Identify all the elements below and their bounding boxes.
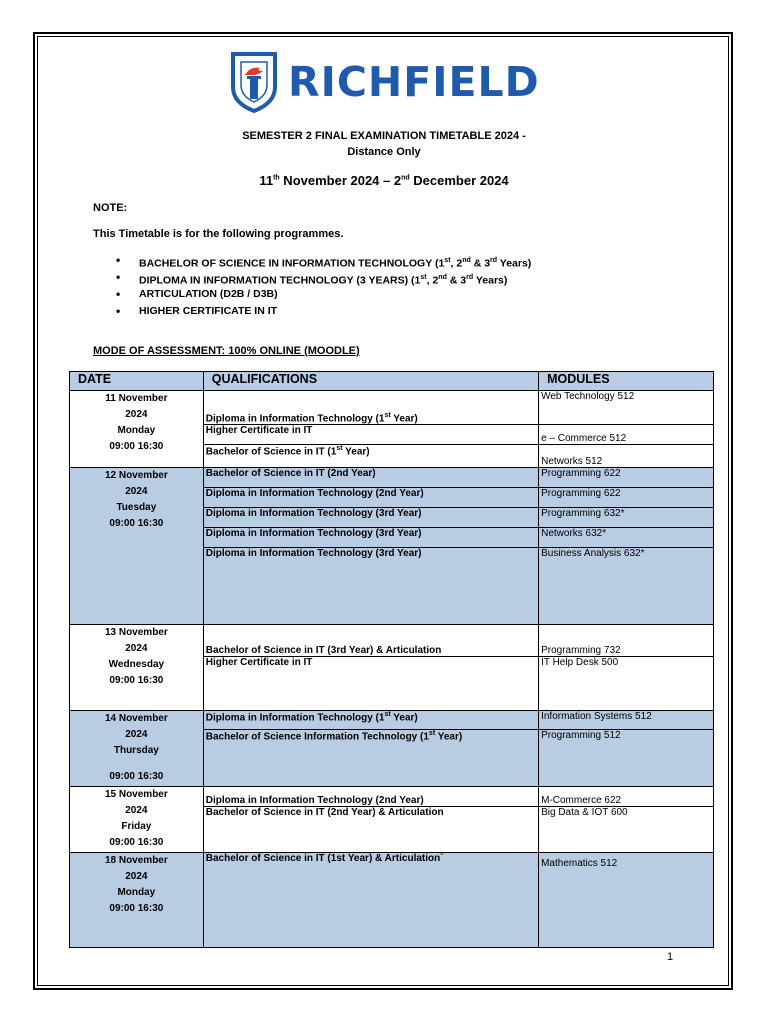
date-cell: 18 November 2024 Monday 09:00 16:30 — [70, 853, 204, 948]
qualification-cell: Higher Certificate in IT — [203, 425, 538, 445]
table-row — [70, 711, 714, 730]
list-item: • BACHELOR OF SCIENCE IN INFORMATION TECHNOLOGY (1st, 2nd & 3rd Years) — [116, 252, 531, 269]
title-line-2: Distance Only — [347, 146, 421, 158]
shield-icon — [230, 51, 278, 113]
module-cell: Programming 622 — [539, 488, 714, 508]
table-row — [70, 468, 714, 488]
qualification-cell: Bachelor of Science Information Technology (1st Year) — [203, 730, 538, 787]
title-line-1: SEMESTER 2 FINAL EXAMINATION TIMETABLE 2024 - — [242, 130, 526, 142]
qualification-cell: Diploma in Information Technology (2nd Year) — [203, 787, 538, 807]
list-item: • DIPLOMA IN INFORMATION TECHNOLOGY (3 YEARS) (1st, 2nd & 3rd Years) — [116, 269, 531, 286]
module-cell: Mathematics 512 — [539, 853, 714, 948]
qualification-cell: Diploma in Information Technology (2nd Year) — [203, 488, 538, 508]
brand-name: RICHFIELD — [288, 57, 540, 106]
table-row — [70, 787, 714, 807]
page-number: 1 — [667, 951, 674, 963]
qualification-cell: Bachelor of Science in IT (2nd Year) & Articulation — [203, 807, 538, 853]
date-range: 11th November 2024 – 2nd December 2024 — [259, 173, 509, 188]
qualification-cell: Diploma in Information Technology (1st Year) — [203, 391, 538, 425]
module-cell: Big Data & IOT 600 — [539, 807, 714, 853]
list-item: • ARTICULATION (D2B / D3B) — [116, 286, 531, 303]
module-cell: Programming 732 — [539, 625, 714, 657]
module-cell: Information Systems 512 — [539, 711, 714, 730]
qualification-cell: Higher Certificate in IT — [203, 657, 538, 711]
table-row — [70, 625, 714, 657]
module-cell: Programming 632* — [539, 508, 714, 528]
qualification-cell: Bachelor of Science in IT (3rd Year) & Articulation — [203, 625, 538, 657]
module-cell: Programming 622 — [539, 468, 714, 488]
table-row — [70, 391, 714, 425]
module-cell: e – Commerce 512 — [539, 425, 714, 445]
richfield-logo — [230, 50, 540, 114]
qualification-cell: Bachelor of Science in IT (1st Year) — [203, 445, 538, 468]
module-cell: M-Commerce 622 — [539, 787, 714, 807]
date-cell: 14 November 2024 Thursday 09:00 16:30 — [70, 711, 204, 787]
qualification-cell: Bachelor of Science in IT (1st Year) & Articulation` — [203, 853, 538, 948]
intro-text: This Timetable is for the following programmes. — [93, 228, 344, 240]
module-cell: Programming 512 — [539, 730, 714, 787]
module-cell: Networks 632* — [539, 528, 714, 548]
date-cell: 12 November 2024 Tuesday 09:00 16:30 — [70, 468, 204, 625]
module-cell: Networks 512 — [539, 445, 714, 468]
qualification-cell: Bachelor of Science in IT (2nd Year) — [203, 468, 538, 488]
list-item: • HIGHER CERTIFICATE IN IT — [116, 303, 531, 320]
mode-of-assessment: MODE OF ASSESSMENT: 100% ONLINE (MOODLE) — [93, 345, 360, 357]
qualification-cell: Diploma in Information Technology (1st Year) — [203, 711, 538, 730]
date-cell: 15 November 2024 Friday 09:00 16:30 — [70, 787, 204, 853]
table-row — [70, 853, 714, 948]
qualification-cell: Diploma in Information Technology (3rd Year) — [203, 528, 538, 548]
header-date: DATE — [70, 372, 204, 391]
header-qualifications: QUALIFICATIONS — [203, 372, 538, 391]
module-cell: IT Help Desk 500 — [539, 657, 714, 711]
module-cell: Business Analysis 632* — [539, 548, 714, 625]
date-cell: 11 November 2024 Monday 09:00 16:30 — [70, 391, 204, 468]
programme-list — [116, 252, 531, 320]
table-header-row — [70, 372, 714, 391]
qualification-cell: Diploma in Information Technology (3rd Year) — [203, 548, 538, 625]
qualification-cell: Diploma in Information Technology (3rd Year) — [203, 508, 538, 528]
header-modules: MODULES — [539, 372, 714, 391]
note-label: NOTE: — [93, 202, 128, 214]
exam-timetable — [69, 371, 714, 948]
module-cell: Web Technology 512 — [539, 391, 714, 425]
date-cell: 13 November 2024 Wednesday 09:00 16:30 — [70, 625, 204, 711]
